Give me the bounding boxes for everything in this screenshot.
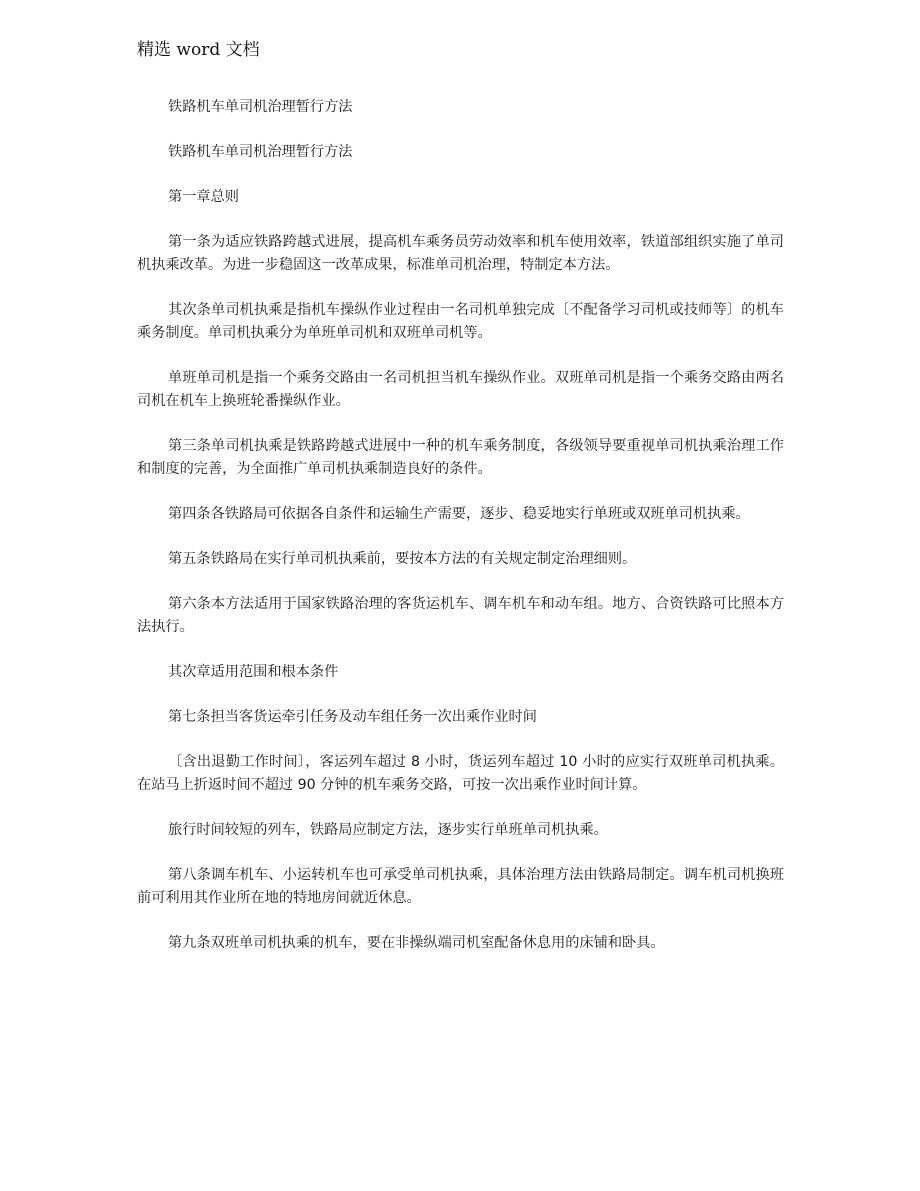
article-paragraph: 〔含出退勤工作时间〕，客运列车超过 8 小时，货运列车超过 10 小时的应实行双班单司机执乘。在站马上折返时间不超过 90 分钟的机车乘务交路，可按一次出乘作业时间计算。 (137, 754, 784, 793)
article-paragraph: 其次条单司机执乘是指机车操纵作业过程由一名司机单独完成〔不配备学习司机或技师等〕的机车乘务制度。单司机执乘分为单班单司机和双班单司机等。 (137, 302, 784, 341)
article-paragraph: 第五条铁路局在实行单司机执乘前，要按本方法的有关规定制定治理细则。 (168, 551, 637, 567)
article-paragraph: 第四条各铁路局可依据各自条件和运输生产需要，逐步、稳妥地实行单班或双班单司机执乘。 (168, 506, 750, 522)
article-paragraph: 第七条担当客货运牵引任务及动车组任务一次出乘作业时间 (168, 709, 537, 725)
article-paragraph: 旅行时间较短的列车，铁路局应制定方法，逐步实行单班单司机执乘。 (168, 822, 608, 838)
doc-title: 铁路机车单司机治理暂行方法 (168, 99, 353, 115)
chapter-heading: 其次章适用范围和根本条件 (168, 664, 339, 680)
article-paragraph: 第八条调车机车、小运转机车也可承受单司机执乘，具体治理方法由铁路局制定。调车机司机换班前可利用其作业所在地的特地房间就近休息。 (137, 867, 784, 906)
article-paragraph: 第一条为适应铁路跨越式进展，提高机车乘务员劳动效率和机车使用效率，铁道部组织实施了单司机执乘改革。为进一步稳固这一改革成果，标准单司机治理，特制定本方法。 (137, 234, 784, 273)
chapter-heading: 第一章总则 (168, 189, 239, 205)
article-paragraph: 第三条单司机执乘是铁路跨越式进展中一种的机车乘务制度，各级领导要重视单司机执乘治理工作和制度的完善，为全面推广单司机执乘制造良好的条件。 (137, 438, 784, 477)
article-paragraph: 单班单司机是指一个乘务交路由一名司机担当机车操纵作业。双班单司机是指一个乘务交路由两名司机在机车上换班轮番操纵作业。 (137, 370, 784, 409)
article-paragraph: 第九条双班单司机执乘的机车，要在非操纵端司机室配备休息用的床铺和卧具。 (168, 935, 665, 951)
document-header: 精选 word 文档 (137, 40, 260, 60)
document-body (137, 96, 784, 977)
doc-subtitle: 铁路机车单司机治理暂行方法 (168, 144, 353, 160)
article-paragraph: 第六条本方法适用于国家铁路治理的客货运机车、调车机车和动车组。地方、合资铁路可比照本方法执行。 (137, 596, 784, 635)
